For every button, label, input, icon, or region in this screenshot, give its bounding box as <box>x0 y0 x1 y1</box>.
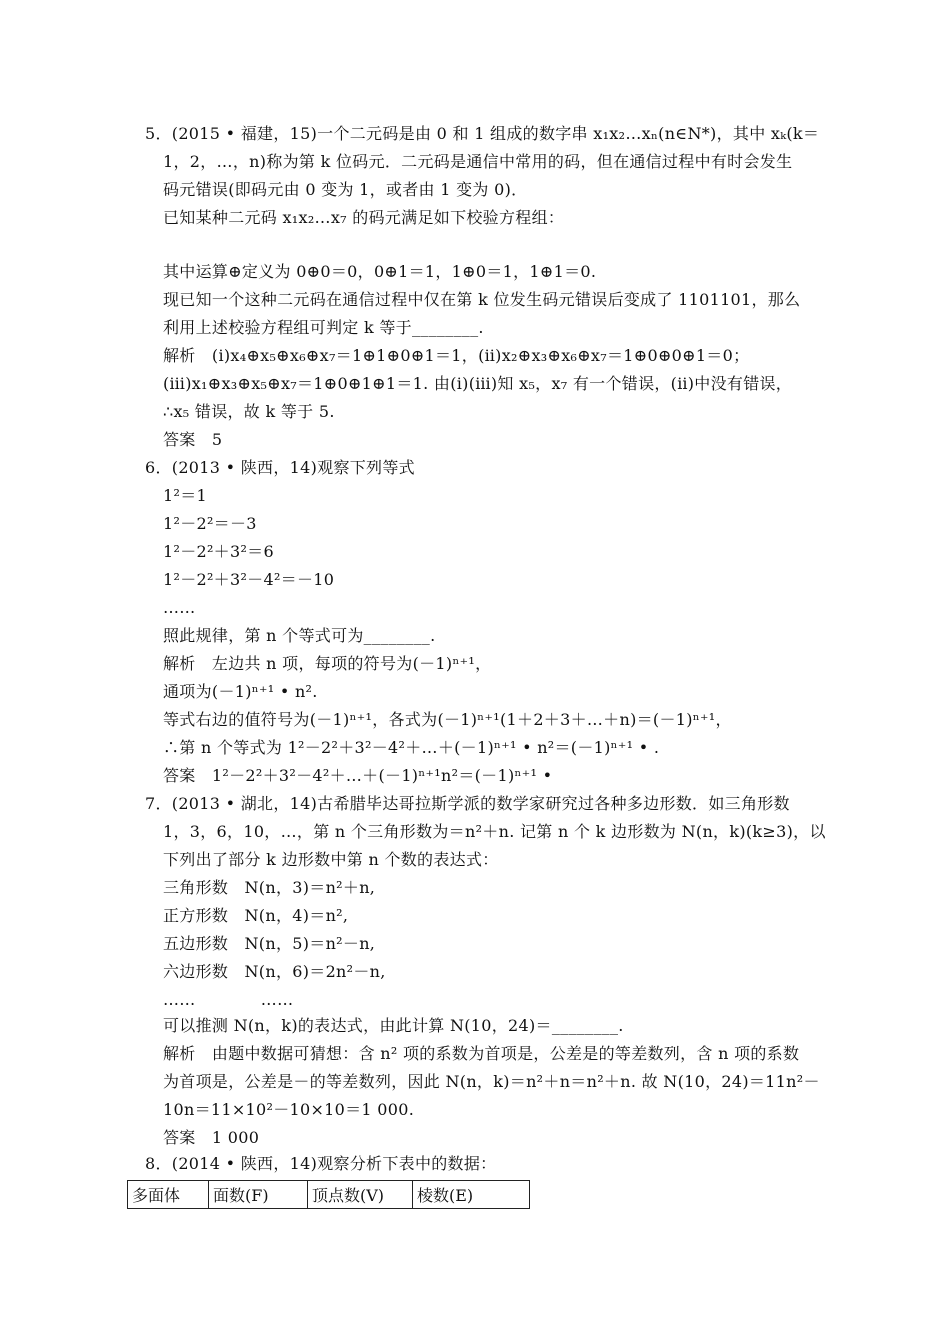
q5-analysis-2: (ⅲ)x₁⊕x₃⊕x₅⊕x₇＝1⊕0⊕1⊕1＝1. 由(ⅰ)(ⅲ)知 x₅，x₇ 有一个错误，(ⅱ)中没有错误， <box>163 374 793 393</box>
q6-analysis-3: 等式右边的值符号为(－1)ⁿ⁺¹，各式为(－1)ⁿ⁺¹(1＋2＋3＋…＋n)＝(－1)ⁿ⁺¹， <box>163 710 732 729</box>
q7-line-1: 7．(2013 • 湖北，14)古希腊毕达哥拉斯学派的数学家研究过各种多边形数．如三角形数 <box>145 794 790 813</box>
q6-analysis-1: 解析 左边共 n 项，每项的符号为(－1)ⁿ⁺¹， <box>163 654 492 673</box>
polyhedron-table <box>127 1180 530 1209</box>
q5-answer: 答案 5 <box>163 430 223 449</box>
q7-formula-4: 六边形数 N(n，6)＝2n²－n, <box>163 962 386 981</box>
q5-line-2: 1，2，…，n)称为第 k 位码元．二元码是通信中常用的码，但在通信过程中有时会发生 <box>163 152 793 171</box>
q6-analysis-2: 通项为(－1)ⁿ⁺¹ • n². <box>163 682 318 701</box>
q7-line-3: 下列出了部分 k 边形数中第 n 个数的表达式： <box>163 850 499 869</box>
q5-line-3: 码元错误(即码元由 0 变为 1，或者由 1 变为 0)． <box>163 180 528 199</box>
q5-line-7: 利用上述校验方程组可判定 k 等于________. <box>163 318 484 337</box>
q6-equation-3: 1²－2²＋3²＝6 <box>163 542 274 561</box>
q6-equation-1: 1²＝1 <box>163 486 207 505</box>
q7-answer: 答案 1 000 <box>163 1128 260 1147</box>
q6-line-2: 照此规律，第 n 个等式可为________. <box>163 626 436 645</box>
q7-analysis-3: 10n＝11×10²－10×10＝1 000. <box>163 1100 415 1119</box>
q6-equation-2: 1²－2²＝－3 <box>163 514 257 533</box>
q7-ellipsis: …… …… <box>163 990 294 1009</box>
q8-line-1: 8．(2014 • 陕西，14)观察分析下表中的数据： <box>145 1154 497 1173</box>
table-header-edges: 棱数(E) <box>413 1181 530 1209</box>
table-header-vertices: 顶点数(V) <box>308 1181 413 1209</box>
table-header-faces: 面数(F) <box>209 1181 308 1209</box>
q6-equation-4: 1²－2²＋3²－4²＝－10 <box>163 570 335 589</box>
q6-analysis-4: ∴第 n 个等式为 1²－2²＋3²－4²＋…＋(－1)ⁿ⁺¹ • n²＝(－1)ⁿ⁺¹ • . <box>163 738 660 757</box>
q5-line-1: 5．(2015 • 福建，15)一个二元码是由 0 和 1 组成的数字串 x₁x₂…xₙ(n∈N*)，其中 xₖ(k＝ <box>145 124 820 143</box>
q7-formula-1: 三角形数 N(n，3)＝n²＋n, <box>163 878 376 897</box>
q7-line-4: 可以推测 N(n，k)的表达式，由此计算 N(10，24)＝________. <box>163 1016 624 1035</box>
q7-line-2: 1，3，6，10，…，第 n 个三角形数为＝n²＋n. 记第 n 个 k 边形数为 N(n，k)(k≥3)，以 <box>163 822 826 841</box>
table-header-polyhedron: 多面体 <box>128 1181 209 1209</box>
q5-line-5: 其中运算⊕定义为 0⊕0＝0，0⊕1＝1，1⊕0＝1，1⊕1＝0. <box>163 262 597 281</box>
q7-analysis-2: 为首项是，公差是－的等差数列，因此 N(n，k)＝n²＋n＝n²＋n. 故 N(10，24)＝11n²－ <box>163 1072 820 1091</box>
q5-analysis-1: 解析 (ⅰ)x₄⊕x₅⊕x₆⊕x₇＝1⊕1⊕0⊕1＝1，(ⅱ)x₂⊕x₃⊕x₆⊕x₇＝1⊕0⊕0⊕1＝0； <box>163 346 750 365</box>
q6-line-1: 6．(2013 • 陕西，14)观察下列等式 <box>145 458 415 477</box>
q6-ellipsis: …… <box>163 598 196 617</box>
table-header-row <box>128 1181 530 1209</box>
q5-line-6: 现已知一个这种二元码在通信过程中仅在第 k 位发生码元错误后变成了 1101101，那么 <box>163 290 801 309</box>
q5-analysis-3: ∴x₅ 错误，故 k 等于 5. <box>163 402 335 421</box>
q7-formula-2: 正方形数 N(n，4)＝n², <box>163 906 349 925</box>
q7-formula-3: 五边形数 N(n，5)＝n²－n, <box>163 934 376 953</box>
q7-analysis-1: 解析 由题中数据可猜想：含 n² 项的系数为首项是，公差是的等差数列，含 n 项的系数 <box>163 1044 800 1063</box>
q6-answer: 答案 1²－2²＋3²－4²＋…＋(－1)ⁿ⁺¹n²＝(－1)ⁿ⁺¹ • <box>163 766 553 785</box>
q5-line-4: 已知某种二元码 x₁x₂…x₇ 的码元满足如下校验方程组： <box>163 208 565 227</box>
